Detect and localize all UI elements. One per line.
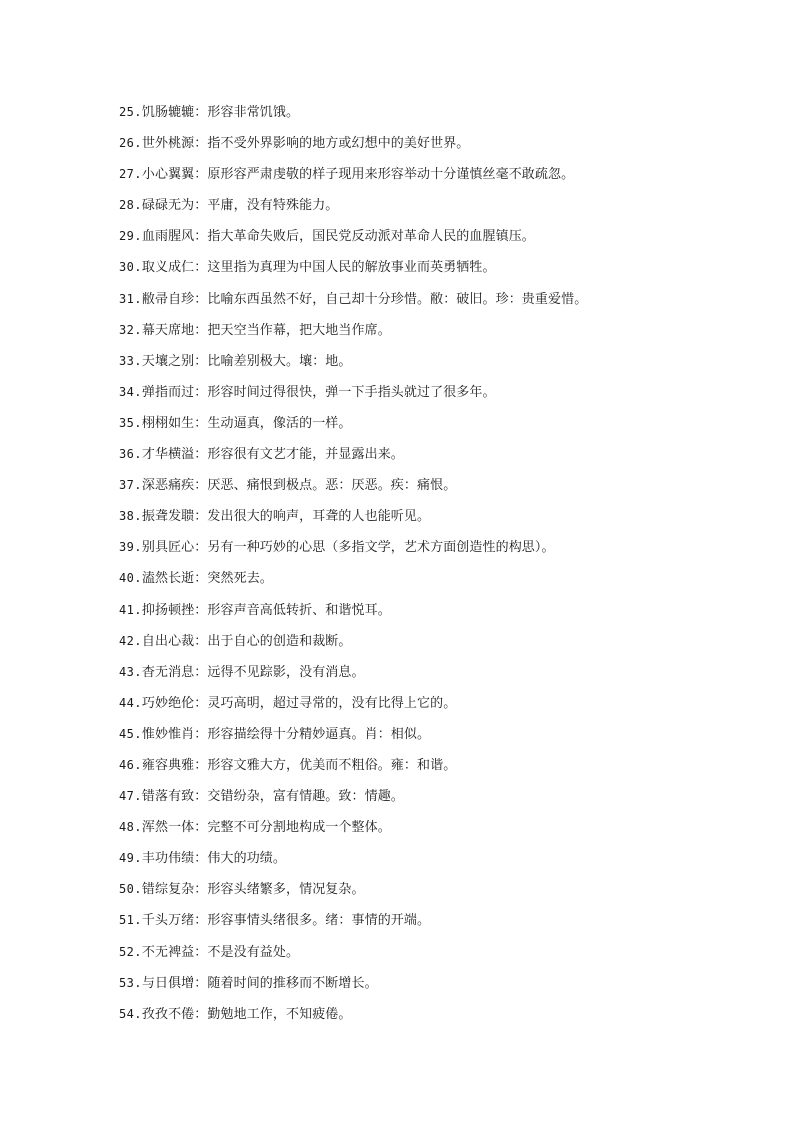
entry-separator: ： [194,198,208,214]
entry-term: 弹指而过 [141,384,195,400]
entry-term: 碌碌无为 [141,198,195,214]
entry-term: 振聋发聩 [141,509,195,525]
list-item [119,972,759,1003]
entry-term: 自出心裁 [141,633,195,649]
entry-separator: ： [194,695,208,711]
list-item [119,350,759,381]
entry-definition: 厌恶、痛恨到极点。恶：厌恶。疾：痛恨。 [207,478,457,494]
entry-number: 47. [119,789,142,804]
entry-term: 与日俱增 [141,975,195,991]
entry-separator: ： [194,260,208,276]
entry-definition: 形容描绘得十分精妙逼真。肖：相似。 [207,726,431,742]
list-item [119,225,759,256]
entry-definition: 随着时间的推移而不断增长。 [207,975,378,991]
entry-term: 敝帚自珍 [141,291,195,307]
entry-number: 44. [119,695,142,710]
entry-separator: ： [194,882,208,898]
entry-term: 取义成仁 [141,260,195,276]
list-item [119,474,759,505]
entry-term: 饥肠辘辘 [141,105,195,120]
entry-number: 40. [119,571,142,586]
entry-definition: 形容时间过得很快，弹一下手指头就过了很多年。 [207,384,496,400]
entry-number: 36. [119,447,142,462]
entry-definition: 形容声音高低转折、和谐悦耳。 [207,602,391,618]
entry-separator: ： [194,820,208,836]
list-item [119,505,759,536]
entry-term: 孜孜不倦 [141,1006,195,1022]
entry-number: 35. [119,415,142,430]
entry-number: 29. [119,229,142,244]
entry-term: 抑扬顿挫 [141,602,195,618]
entry-separator: ： [194,447,208,463]
entry-number: 45. [119,726,142,741]
entry-definition: 交错纷杂，富有情趣。致：情趣。 [207,789,404,805]
list-item [119,412,759,443]
entry-number: 32. [119,322,142,337]
list-item [119,194,759,225]
list-item [119,288,759,319]
entry-definition: 完整不可分割地构成一个整体。 [207,820,391,836]
entry-separator: ： [194,571,208,587]
entry-term: 血雨腥风 [141,229,195,245]
entry-definition: 这里指为真理为中国人民的解放事业而英勇牺牲。 [207,260,496,276]
list-item [119,256,759,287]
entry-definition: 指大革命失败后，国民党反动派对革命人民的血腥镇压。 [207,229,535,245]
entry-number: 48. [119,820,142,835]
list-item [119,661,759,692]
entry-number: 27. [119,167,142,182]
list-item [119,847,759,878]
entry-term: 不无裨益 [141,944,195,960]
entry-separator: ： [194,664,208,680]
list-item [119,785,759,816]
entry-definition: 形容文雅大方，优美而不粗俗。雍：和谐。 [207,757,457,773]
list-item [119,132,759,163]
entry-number: 49. [119,851,142,866]
entry-number: 34. [119,384,142,399]
entry-term: 幕天席地 [141,322,195,338]
entry-definition: 形容头绪繁多，情况复杂。 [207,882,365,898]
entry-definition: 指不受外界影响的地方或幻想中的美好世界。 [207,136,470,152]
entry-definition: 灵巧高明，超过寻常的，没有比得上它的。 [207,695,457,711]
entry-separator: ： [194,415,208,431]
entry-number: 25. [119,105,142,119]
list-item [119,754,759,785]
entry-definition: 比喻差别极大。壤：地。 [207,353,352,369]
entry-definition: 突然死去。 [207,571,273,587]
list-item [119,536,759,567]
entry-definition: 远得不见踪影，没有消息。 [207,664,365,680]
entry-term: 天壤之别 [141,353,195,369]
entry-term: 浑然一体 [141,820,195,836]
list-item [119,1003,759,1034]
entry-term: 别具匠心 [141,540,195,556]
entry-separator: ： [194,384,208,400]
entry-term: 才华横溢 [141,447,195,463]
entry-term: 杳无消息 [141,664,195,680]
entry-separator: ： [194,726,208,742]
entry-definition: 勤勉地工作，不知疲倦。 [207,1006,352,1022]
entry-number: 30. [119,260,142,275]
entry-separator: ： [194,757,208,773]
entry-number: 51. [119,913,142,928]
entry-number: 31. [119,291,142,306]
list-item [119,878,759,909]
entry-definition: 不是没有益处。 [207,944,300,960]
entry-term: 栩栩如生 [141,415,195,431]
entry-separator: ： [194,167,208,183]
entry-separator: ： [194,353,208,369]
entry-separator: ： [194,944,208,960]
entry-separator: ： [194,136,208,152]
entry-separator: ： [194,789,208,805]
entry-separator: ： [194,1006,208,1022]
list-item [119,567,759,598]
entry-term: 千头万绪 [141,913,195,929]
entry-definition: 生动逼真，像活的一样。 [207,415,352,431]
entry-separator: ： [194,633,208,649]
entry-separator: ： [194,602,208,618]
entry-term: 小心翼翼 [141,167,195,183]
entry-term: 深恶痛疾 [141,478,195,494]
list-item [119,909,759,940]
entry-number: 41. [119,602,142,617]
entry-definition: 另有一种巧妙的心思（多指文学，艺术方面创造性的构思）。 [207,540,555,556]
entry-number: 28. [119,198,142,213]
entry-term: 溘然长逝 [141,571,195,587]
list-item [119,941,759,972]
entry-separator: ： [194,509,208,525]
list-item [119,692,759,723]
list-item [119,723,759,754]
entry-definition: 比喻东西虽然不好，自己却十分珍惜。敝：破旧。珍：贵重爱惜。 [207,291,588,307]
entry-number: 43. [119,664,142,679]
list-item [119,599,759,630]
entry-number: 33. [119,353,142,368]
idiom-list [119,101,759,1034]
entry-definition: 伟大的功绩。 [207,851,286,867]
entry-separator: ： [194,913,208,929]
list-item [119,630,759,661]
entry-separator: ： [194,105,208,120]
entry-term: 惟妙惟肖 [141,726,195,742]
entry-number: 54. [119,1006,142,1021]
list-item [119,163,759,194]
entry-number: 42. [119,633,142,648]
entry-number: 26. [119,136,142,151]
entry-number: 52. [119,944,142,959]
entry-definition: 平庸，没有特殊能力。 [207,198,339,214]
entry-number: 37. [119,478,142,493]
entry-separator: ： [194,975,208,991]
list-item [119,816,759,847]
list-item [119,101,759,132]
entry-separator: ： [194,540,208,556]
entry-definition: 发出很大的响声，耳聋的人也能听见。 [207,509,431,525]
entry-definition: 把天空当作幕，把大地当作席。 [207,322,391,338]
entry-separator: ： [194,478,208,494]
entry-term: 错落有致 [141,789,195,805]
entry-number: 53. [119,975,142,990]
list-item [119,319,759,350]
list-item [119,381,759,412]
entry-definition: 原形容严肃虔敬的样子现用来形容举动十分谨慎丝毫不敢疏忽。 [207,167,575,183]
entry-definition: 形容事情头绪很多。绪：事情的开端。 [207,913,431,929]
entry-number: 46. [119,757,142,772]
entry-definition: 形容很有文艺才能，并显露出来。 [207,447,404,463]
entry-number: 50. [119,882,142,897]
entry-term: 世外桃源 [141,136,195,152]
entry-number: 39. [119,540,142,555]
entry-number: 38. [119,509,142,524]
entry-definition: 形容非常饥饿。 [207,105,300,120]
entry-term: 雍容典雅 [141,757,195,773]
entry-separator: ： [194,291,208,307]
entry-term: 巧妙绝伦 [141,695,195,711]
entry-definition: 出于自心的创造和裁断。 [207,633,352,649]
entry-separator: ： [194,851,208,867]
entry-separator: ： [194,229,208,245]
entry-term: 丰功伟绩 [141,851,195,867]
entry-separator: ： [194,322,208,338]
list-item [119,443,759,474]
entry-term: 错综复杂 [141,882,195,898]
